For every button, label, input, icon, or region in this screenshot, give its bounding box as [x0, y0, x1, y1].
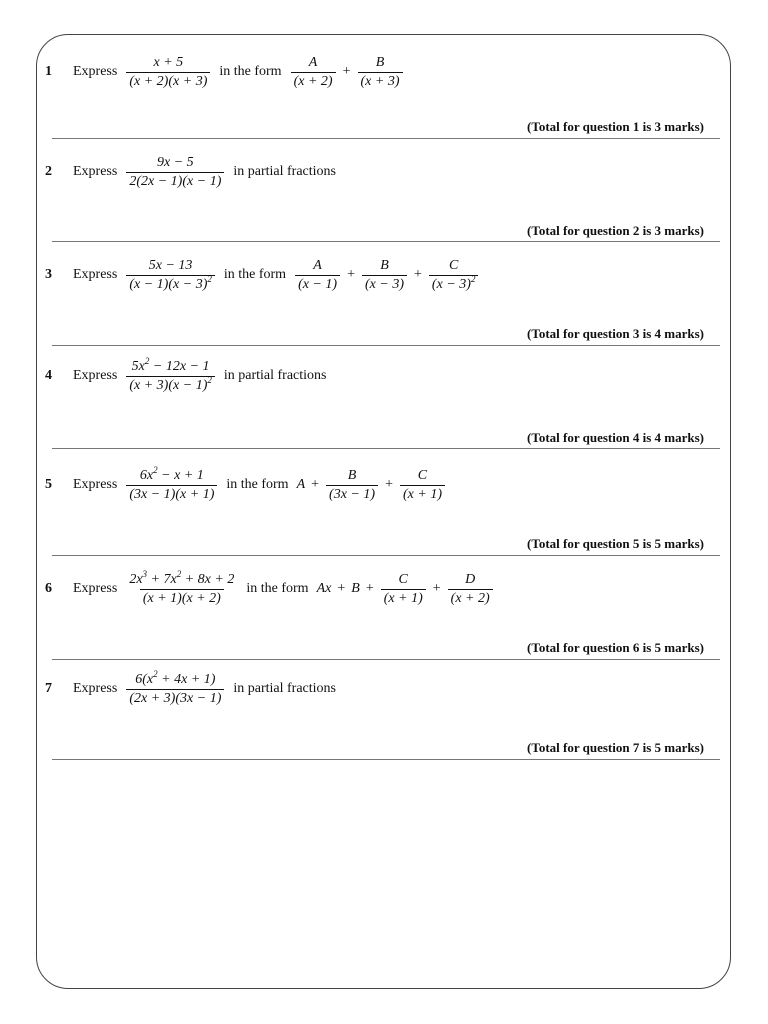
- target-denominator: (x + 2): [448, 589, 493, 607]
- target-denominator: (x + 2): [291, 72, 336, 90]
- given-fraction: [126, 464, 217, 503]
- question-expression: [73, 568, 496, 610]
- question-connector: in the form: [226, 477, 289, 492]
- question-connector: in the form: [223, 267, 287, 282]
- fraction-denominator: $(x - 1)(x - 3)^2$: [126, 275, 215, 293]
- question-number: 2: [45, 164, 52, 179]
- target-fraction: [291, 55, 336, 90]
- question-connector: in partial fractions: [233, 681, 336, 696]
- question-total-marks: (Total for question 2 is 3 marks): [527, 223, 704, 238]
- question-expression: [73, 254, 481, 296]
- question-number: 3: [45, 267, 52, 282]
- target-numerator: D: [465, 571, 476, 587]
- question-verb: Express: [73, 681, 118, 696]
- target-denominator: (x − 1): [295, 275, 340, 293]
- question-expression: [73, 668, 342, 710]
- question-divider: [52, 659, 720, 660]
- given-fraction: [126, 155, 224, 190]
- operator: +: [385, 477, 393, 492]
- target-denominator: $(x - 3)^2$: [429, 275, 479, 293]
- target-fraction: [400, 468, 445, 503]
- question-number: 6: [45, 581, 52, 596]
- target-numerator: A: [308, 54, 318, 70]
- target-fraction: [326, 468, 378, 503]
- question-total-marks: (Total for question 3 is 4 marks): [527, 326, 704, 341]
- target-denominator: (x − 3): [362, 275, 407, 293]
- fraction-denominator: (2x + 3)(3x − 1): [126, 689, 224, 707]
- fraction-denominator: (3x − 1)(x + 1): [126, 485, 217, 503]
- fraction-numerator: 5x − 13: [148, 257, 193, 273]
- question-expression: [73, 355, 333, 397]
- operator: +: [337, 581, 346, 596]
- target-denominator: (x + 3): [358, 72, 403, 90]
- question-verb: Express: [73, 164, 118, 179]
- operator: +: [347, 267, 355, 282]
- fraction-numerator: 9x − 5: [157, 154, 194, 170]
- target-denominator: (3x − 1): [326, 485, 378, 503]
- question-connector: in the form: [219, 64, 282, 79]
- question-verb: Express: [73, 64, 118, 79]
- question-verb: Express: [73, 581, 118, 596]
- question-expression: [73, 151, 342, 193]
- question-number: 7: [45, 681, 52, 696]
- target-numerator: C: [398, 571, 408, 587]
- fraction-numerator: x + 5: [153, 54, 184, 70]
- target-term: B: [351, 581, 360, 596]
- target-fraction: [429, 258, 479, 293]
- operator: +: [432, 581, 441, 596]
- target-numerator: B: [375, 54, 385, 70]
- target-fraction: [448, 572, 493, 607]
- target-numerator: C: [417, 467, 428, 483]
- question-expression: [73, 51, 406, 93]
- target-term: A: [296, 477, 306, 492]
- target-denominator: (x + 1): [400, 485, 445, 503]
- given-fraction: [126, 355, 215, 394]
- question-divider: [52, 448, 720, 449]
- operator: +: [414, 267, 422, 282]
- operator: +: [365, 581, 374, 596]
- fraction-denominator: $(x + 3)(x - 1)^2$: [126, 376, 215, 394]
- question-total-marks: (Total for question 1 is 3 marks): [527, 119, 704, 134]
- operator: +: [311, 477, 320, 492]
- fraction-denominator: (x + 1)(x + 2): [140, 589, 224, 607]
- question-number: 1: [45, 64, 52, 79]
- target-fraction: [358, 55, 403, 90]
- target-fraction: [381, 572, 426, 607]
- target-numerator: B: [347, 467, 357, 483]
- fraction-numerator: $6(x^2 + 4x + 1)$: [135, 668, 216, 687]
- question-verb: Express: [73, 267, 118, 282]
- given-fraction: [126, 568, 237, 607]
- fraction-numerator: $6x^2 - x + 1$: [139, 464, 204, 483]
- question-total-marks: (Total for question 4 is 4 marks): [527, 430, 704, 445]
- question-divider: [52, 241, 720, 242]
- question-verb: Express: [73, 368, 118, 383]
- target-term: Ax: [316, 581, 332, 596]
- question-connector: in the form: [246, 581, 309, 596]
- question-total-marks: (Total for question 6 is 5 marks): [527, 640, 704, 655]
- fraction-denominator: (x + 2)(x + 3): [126, 72, 210, 90]
- question-total-marks: (Total for question 5 is 5 marks): [527, 536, 704, 551]
- question-divider: [52, 555, 720, 556]
- given-fraction: [126, 55, 210, 90]
- question-connector: in partial fractions: [233, 164, 336, 179]
- question-verb: Express: [73, 477, 118, 492]
- question-number: 4: [45, 368, 52, 383]
- target-numerator: B: [380, 257, 389, 273]
- target-numerator: A: [313, 257, 322, 273]
- question-connector: in partial fractions: [223, 368, 327, 383]
- given-fraction: [126, 258, 215, 293]
- operator: +: [342, 64, 351, 79]
- question-divider: [52, 345, 720, 346]
- question-number: 5: [45, 477, 52, 492]
- given-fraction: [126, 668, 224, 707]
- fraction-denominator: 2(2x − 1)(x − 1): [126, 172, 224, 190]
- fraction-numerator: $2x^3 + 7x^2 + 8x + 2$: [129, 568, 235, 587]
- question-expression: [73, 464, 448, 506]
- target-denominator: (x + 1): [381, 589, 426, 607]
- fraction-numerator: $5x^2 - 12x - 1$: [131, 355, 210, 374]
- target-fraction: [362, 258, 407, 293]
- target-numerator: C: [449, 257, 459, 273]
- target-fraction: [295, 258, 340, 293]
- question-total-marks: (Total for question 7 is 5 marks): [527, 740, 704, 755]
- question-divider: [52, 759, 720, 760]
- question-divider: [52, 138, 720, 139]
